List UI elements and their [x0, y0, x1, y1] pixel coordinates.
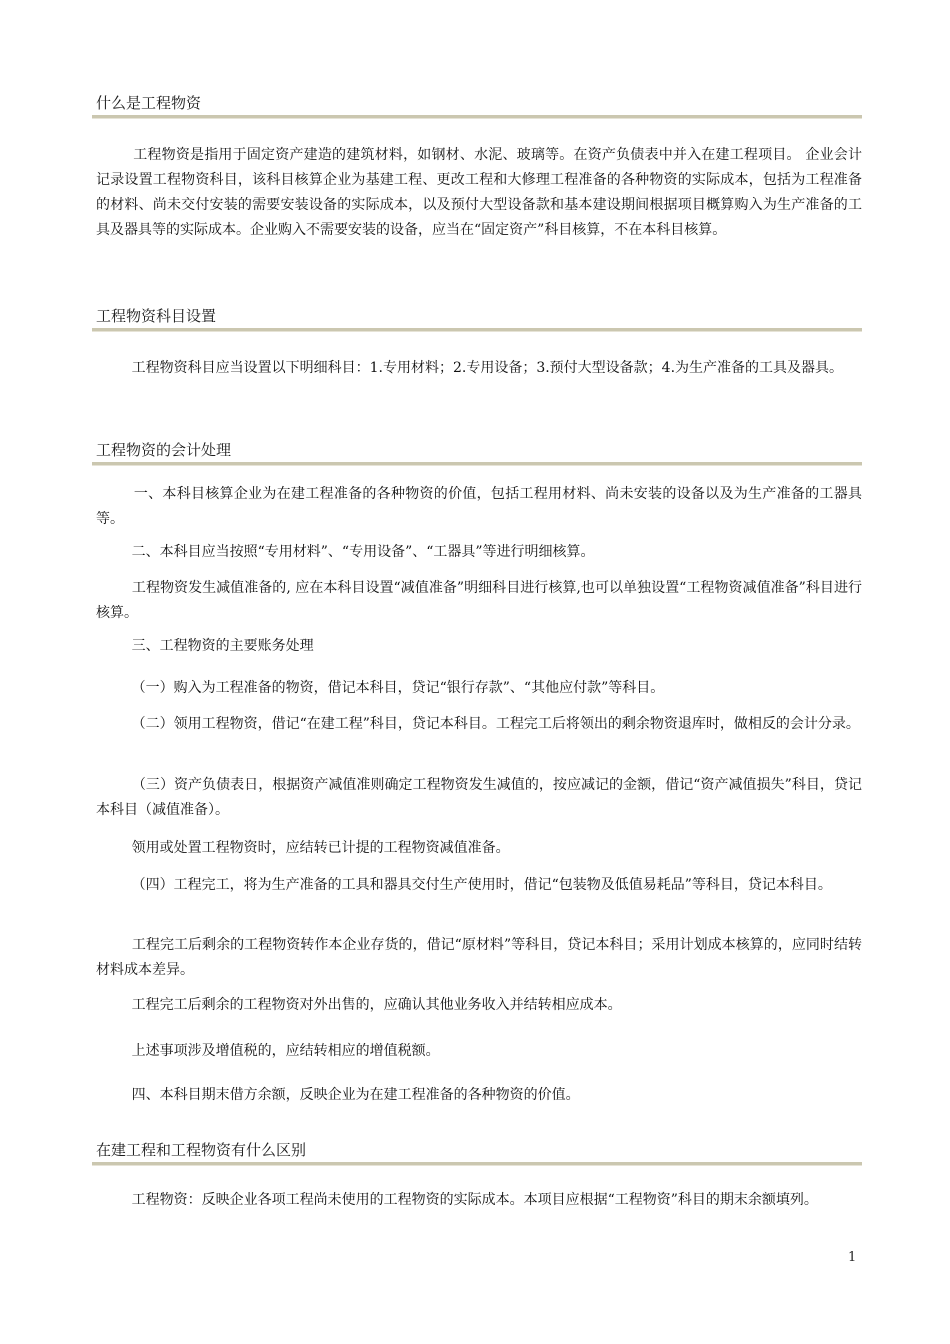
paragraph: 工程完工后剩余的工程物资对外出售的，应确认其他业务收入并结转相应成本。: [96, 997, 622, 1013]
paragraph: 工程物资：反映企业各项工程尚未使用的工程物资的实际成本。本项目应根据“工程物资”科目的期末余额填列。: [96, 1192, 818, 1208]
section-divider: [92, 328, 862, 332]
paragraph: 二、本科目应当按照“专用材料”、“专用设备”、“工器具”等进行明细核算。: [96, 544, 595, 560]
section-divider: [92, 1162, 862, 1166]
paragraph: （一）购入为工程准备的物资，借记本科目，贷记“银行存款”、“其他应付款”等科目。: [96, 680, 665, 696]
section-title-what-is: 什么是工程物资: [96, 94, 202, 112]
paragraph: （二）领用工程物资，借记“在建工程”科目，贷记本科目。工程完工后将领出的剩余物资退库时，做相反的会计分录。: [96, 716, 860, 732]
section-divider: [92, 115, 862, 119]
section-title-difference: 在建工程和工程物资有什么区别: [96, 1141, 307, 1159]
paragraph: 四、本科目期末借方余额，反映企业为在建工程准备的各种物资的价值。: [96, 1087, 580, 1103]
paragraph: （四）工程完工，将为生产准备的工具和器具交付生产使用时，借记“包装物及低值易耗品”等科目，贷记本科目。: [96, 877, 832, 893]
paragraph: 领用或处置工程物资时，应结转已计提的工程物资减值准备。: [96, 840, 510, 856]
section-title-subject-setup: 工程物资科目设置: [96, 307, 217, 325]
paragraph: 一、本科目核算企业为在建工程准备的各种物资的价值，包括工程用材料、尚未安装的设备以及为生产准备的工器具等。: [96, 486, 862, 527]
paragraph: 工程完工后剩余的工程物资转作本企业存货的，借记“原材料”等科目，贷记本科目；采用计划成本核算的，应同时结转材料成本差异。: [96, 937, 862, 978]
paragraph: 工程物资科目应当设置以下明细科目：1.专用材料；2.专用设备；3.预付大型设备款；4.为生产准备的工具及器具。: [96, 360, 844, 376]
paragraph: 工程物资发生减值准备的, 应在本科目设置“减值准备”明细科目进行核算,也可以单独设置“工程物资减值准备”科目进行核算。: [96, 580, 862, 621]
section-title-accounting-treatment: 工程物资的会计处理: [96, 441, 232, 459]
section-divider: [92, 462, 862, 466]
paragraph: 上述事项涉及增值税的，应结转相应的增值税额。: [96, 1043, 440, 1059]
page-number: 1: [848, 1250, 857, 1265]
paragraph: （三）资产负债表日，根据资产减值准则确定工程物资发生减值的，按应减记的金额，借记“资产减值损失”科目，贷记本科目（减值准备）。: [96, 777, 862, 818]
paragraph: 三、工程物资的主要账务处理: [96, 638, 314, 654]
paragraph: 工程物资是指用于固定资产建造的建筑材料，如钢材、水泥、玻璃等。在资产负债表中并入在建工程项目。 企业会计记录设置工程物资科目，该科目核算企业为基建工程、更改工程和大修理工程准备的各种物资的实际成本，包括为工程准备的材料、尚未交付安装的需要安装设备的实际成本，以及预付大型设备款和基本建设期间根据项目概算购入为生产准备的工具及器具等的实际成本。企业购入不需要安装的设备，应当在“固定资产”科目核算，不在本科目核算。: [96, 147, 862, 238]
